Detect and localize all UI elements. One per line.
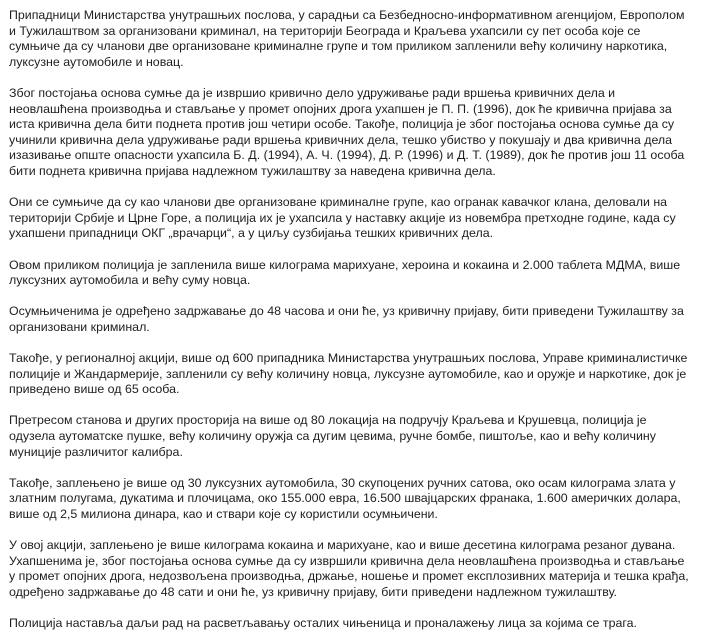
article-paragraph-6: Такође, у регионалној акцији, више од 600 припадника Министарства унутрашњих послова, Управе криминалистичке полиције и Жандармерије, запленили су већу количину новца, луксузне аутомобиле, као и оружје и наркотике, док је приведено више од 65 особа.: [9, 351, 688, 397]
article-paragraph-8: Такође, заплењено је више од 30 луксузних аутомобила, 30 скупоцених ручних сатова, око осам килограма злата у златним полугама, дукатима и плочицама, око 155.000 евра, 16.500 швајцарских франака, 1.600 америчких долара, више од 2,5 милиона динара, као и ствари које су користили осумњичени.: [9, 475, 681, 521]
article-paragraph-10: Полиција наставља даљи рад на расветљавању осталих чињеница и проналажењу лица за којима се трага.: [9, 616, 637, 631]
article-paragraph-4: Овом приликом полиција је запленила више килограма марихуане, хероина и кокаина и 2.000 таблета МДМА, више луксузних аутомобила и већу суму новца.: [9, 257, 681, 288]
article-paragraph-7: Претресом станова и других просторија на више од 80 локација на подручју Краљева и Крушевца, полиција је одузела аутоматске пушке, већу количину оружја са дугим цевима, ручне бомбе, пиштоље, као и већу количину муниције различитог калибра.: [9, 413, 656, 459]
article-paragraph-1: Припадници Министарства унутрашњих послова, у сарадњи са Безбедносно-информативном агенцијом, Европолом и Тужилаштвом за организовани криминал, на територији Београда и Краљева ухапсили су пет особа које се сумњиче да су чланови две организоване криминалне групе и том приликом запленили већу количину наркотика, луксузне аутомобиле и новац.: [9, 8, 685, 69]
article-paragraph-9: У овој акцији, заплењено је више килограма кокаина и марихуане, као и више десетина килограма резаног дувана. Ухапшенима је, због постојања основа сумње да су извршили кривична дела неовлашћена производња и стављање у промет опојних дрога, недозвољена производња, држање, ношење и промет експлозивних материја и тешка крађа, одређено задржавање до 48 сати и они ће, уз кривичну пријаву, бити приведени надлежном тужилаштву.: [9, 538, 689, 599]
article-paragraph-2: Због постојања основа сумње да је извршио кривично дело удруживање ради вршења кривичних дела и неовлашћена производња и стављање у промет опојних дрога ухапшен је П. П. (1996), док ће кривична пријава за иста кривична дела бити поднета против још четири особе. Такође, полиција је због постојања основа сумње да су учинили кривична дела удруживање ради вршења кривичних дела, тешко убиство у покушају и два кривична дела изазивање опште опасности ухапсила Б. Д. (1994), А. Ч. (1994), Д. Р. (1996) и Д. Т. (1989), док ће против још 11 особа бити поднета кривична пријава надлежном тужилаштву за наведена кривична дела.: [9, 85, 685, 178]
article-paragraph-5: Осумњиченима је одређено задржавање до 48 часова и они ће, уз кривичну пријаву, бити приведени Тужилаштву за организовани криминал.: [9, 304, 684, 334]
article-paragraph-3: Они се сумњиче да су као чланови две организоване криминалне групе, као огранак кавачког клана, деловали на територији Србије и Црне Горе, а полиција их је ухапсила у наставку акције из новембра претходне године, када су ухапшени припадници ОКГ „врачарци“, а у циљу сузбијања тешких кривичних дела.: [9, 195, 676, 241]
